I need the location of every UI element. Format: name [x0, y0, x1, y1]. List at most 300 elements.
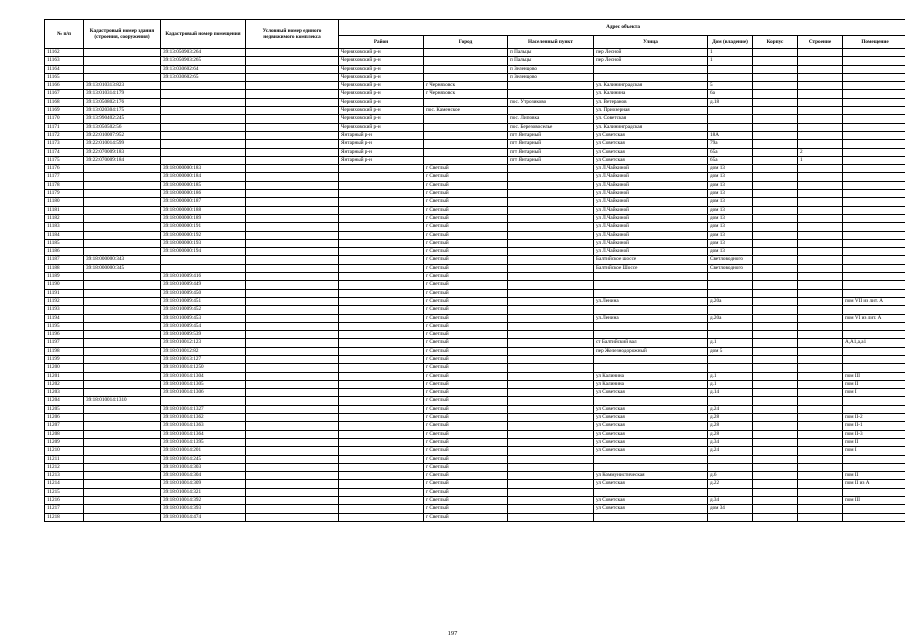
cell-district — [339, 289, 424, 297]
cell-num: 11170 — [45, 115, 84, 123]
cell-settlement: пгт Янтарный — [508, 148, 594, 156]
cell-city: г Черняховск — [424, 90, 508, 98]
cell-street: ул Советская — [594, 131, 708, 139]
col-header-cad-room: Кадастровый номер помещения — [161, 20, 246, 49]
cell-cad-building — [84, 214, 161, 222]
cell-cond-complex — [246, 380, 339, 388]
col-header-settlement: Населенный пункт — [508, 36, 594, 49]
cell-city: г Светлый — [424, 455, 508, 463]
table-row — [45, 314, 905, 322]
table-row — [45, 181, 905, 189]
cell-street: ул Советская — [594, 447, 708, 455]
cell-cond-complex — [246, 264, 339, 272]
cell-house: дом 34 — [708, 505, 753, 513]
cell-city: г Светлый — [424, 264, 508, 272]
cell-cad-building — [84, 347, 161, 355]
cell-num: 11199 — [45, 355, 84, 363]
cell-block — [753, 414, 798, 422]
cell-street: пер Лесной — [594, 57, 708, 65]
cell-district — [339, 165, 424, 173]
table-row — [45, 57, 905, 65]
cell-cad-building — [84, 372, 161, 380]
cell-premises — [843, 248, 905, 256]
cell-premises — [843, 347, 905, 355]
cell-building — [798, 198, 843, 206]
table-row — [45, 355, 905, 363]
cell-num: 11213 — [45, 472, 84, 480]
cell-street — [594, 273, 708, 281]
cell-premises — [843, 65, 905, 73]
cell-cond-complex — [246, 273, 339, 281]
cell-district: Черняховский р-н — [339, 98, 424, 106]
cell-street — [594, 289, 708, 297]
cell-building — [798, 190, 843, 198]
cell-cad-room: 39:18:000000:194 — [161, 248, 246, 256]
cell-cad-building: 39:18:000000:343 — [84, 256, 161, 264]
cell-cad-building — [84, 65, 161, 73]
cell-cond-complex — [246, 206, 339, 214]
cell-city: г Светлый — [424, 206, 508, 214]
cell-premises — [843, 90, 905, 98]
cell-cond-complex — [246, 463, 339, 471]
cell-street: ул Л.Чайкиной — [594, 181, 708, 189]
cell-city: г Светлый — [424, 231, 508, 239]
cell-city: г Светлый — [424, 414, 508, 422]
cell-premises — [843, 355, 905, 363]
cell-building — [798, 480, 843, 488]
cell-city: г Светлый — [424, 248, 508, 256]
cell-cad-room: 39:13:050903:264 — [161, 49, 246, 57]
cell-num: 11167 — [45, 90, 84, 98]
cell-city: г Светлый — [424, 480, 508, 488]
cell-district — [339, 480, 424, 488]
cell-house: дом 13 — [708, 198, 753, 206]
cell-settlement: п Зеленцово — [508, 73, 594, 81]
cell-house — [708, 107, 753, 115]
cell-district — [339, 347, 424, 355]
cell-house: 79а — [708, 140, 753, 148]
cell-city: г Светлый — [424, 289, 508, 297]
cell-district — [339, 414, 424, 422]
cell-cond-complex — [246, 140, 339, 148]
cell-cond-complex — [246, 497, 339, 505]
cell-street — [594, 306, 708, 314]
cell-cad-building — [84, 422, 161, 430]
cell-block — [753, 405, 798, 413]
property-registry-table — [44, 19, 905, 522]
table-row — [45, 131, 905, 139]
cell-num: 11192 — [45, 297, 84, 305]
cell-block — [753, 140, 798, 148]
cell-settlement — [508, 505, 594, 513]
cell-block — [753, 472, 798, 480]
cell-building — [798, 98, 843, 106]
cell-settlement — [508, 190, 594, 198]
table-row — [45, 107, 905, 115]
cell-district: Черняховский р-н — [339, 90, 424, 98]
table-row — [45, 256, 905, 264]
col-header-house: Дом (владение) — [708, 36, 753, 49]
cell-settlement — [508, 223, 594, 231]
cell-street: пер Железнодорожный — [594, 347, 708, 355]
cell-building — [798, 322, 843, 330]
cell-city — [424, 57, 508, 65]
cell-cad-room: 39:18:010009:452 — [161, 306, 246, 314]
col-header-num: № п/п — [45, 20, 84, 49]
cell-settlement: пос. Утрозиково — [508, 98, 594, 106]
table-row — [45, 173, 905, 181]
cell-premises — [843, 273, 905, 281]
cell-cad-room: 39:18:010009:449 — [161, 281, 246, 289]
cell-district — [339, 231, 424, 239]
cell-settlement — [508, 447, 594, 455]
cell-settlement — [508, 497, 594, 505]
cell-cond-complex — [246, 297, 339, 305]
table-row — [45, 414, 905, 422]
cell-cad-building — [84, 273, 161, 281]
cell-building — [798, 90, 843, 98]
cell-cond-complex — [246, 231, 339, 239]
cell-premises — [843, 231, 905, 239]
cell-district — [339, 239, 424, 247]
cell-building — [798, 181, 843, 189]
table-row — [45, 223, 905, 231]
col-header-cond-complex: Условный номер единого недвижимого комплекса — [246, 20, 339, 49]
cell-district — [339, 513, 424, 521]
cell-block — [753, 248, 798, 256]
cell-street: ул Советская — [594, 430, 708, 438]
cell-num: 11197 — [45, 339, 84, 347]
cell-settlement — [508, 430, 594, 438]
cell-cond-complex — [246, 115, 339, 123]
cell-premises: пом I — [843, 389, 905, 397]
cell-settlement — [508, 306, 594, 314]
cell-cad-room — [161, 98, 246, 106]
cell-district — [339, 455, 424, 463]
cell-cad-building: 39:18:010014:1310 — [84, 397, 161, 405]
cell-settlement — [508, 90, 594, 98]
cell-block — [753, 273, 798, 281]
cell-cad-room: 39:18:010014:1304 — [161, 372, 246, 380]
cell-cond-complex — [246, 281, 339, 289]
cell-cad-room: 39:18:010014:1305 — [161, 380, 246, 388]
cell-building — [798, 331, 843, 339]
cell-premises: пом II — [843, 472, 905, 480]
cell-cond-complex — [246, 331, 339, 339]
cell-premises — [843, 488, 905, 496]
cell-cad-building — [84, 331, 161, 339]
cell-cad-building — [84, 447, 161, 455]
cell-cad-room — [161, 264, 246, 272]
cell-building — [798, 165, 843, 173]
cell-district: Янтарный р-н — [339, 131, 424, 139]
cell-settlement — [508, 264, 594, 272]
cell-num: 11182 — [45, 214, 84, 222]
cell-cad-room — [161, 140, 246, 148]
cell-cad-room — [161, 90, 246, 98]
cell-cad-building: 39:18:000000:345 — [84, 264, 161, 272]
cell-cond-complex — [246, 372, 339, 380]
cell-num: 11180 — [45, 198, 84, 206]
cell-cond-complex — [246, 248, 339, 256]
cell-street: пер Лесной — [594, 49, 708, 57]
cell-cad-building: 39:22:010007:952 — [84, 131, 161, 139]
cell-street: ул. Калининградская — [594, 82, 708, 90]
cell-cond-complex — [246, 306, 339, 314]
cell-building — [798, 256, 843, 264]
cell-block — [753, 488, 798, 496]
cell-house: 5 — [708, 82, 753, 90]
cell-num: 11201 — [45, 372, 84, 380]
cell-cad-building — [84, 430, 161, 438]
cell-num: 11189 — [45, 273, 84, 281]
table-row — [45, 488, 905, 496]
table-row — [45, 65, 905, 73]
cell-district — [339, 497, 424, 505]
cell-cad-building — [84, 73, 161, 81]
table-row — [45, 90, 905, 98]
cell-house — [708, 65, 753, 73]
cell-house: д.1 — [708, 380, 753, 388]
cell-city: г Светлый — [424, 472, 508, 480]
cell-house: дом 13 — [708, 181, 753, 189]
cell-premises — [843, 190, 905, 198]
cell-settlement — [508, 206, 594, 214]
cell-house: д.28 — [708, 422, 753, 430]
cell-house: 6а — [708, 90, 753, 98]
cell-cad-room: 39:18:010014:309 — [161, 480, 246, 488]
col-header-address-group: Адрес объекта — [339, 20, 905, 36]
cell-cad-building — [84, 405, 161, 413]
cell-num: 11208 — [45, 430, 84, 438]
cell-district — [339, 405, 424, 413]
cell-cond-complex — [246, 148, 339, 156]
cell-num: 11214 — [45, 480, 84, 488]
cell-settlement — [508, 331, 594, 339]
cell-city: г Светлый — [424, 331, 508, 339]
cell-cad-room: 39:13:050903:265 — [161, 57, 246, 65]
cell-cond-complex — [246, 355, 339, 363]
cell-street: ул. Калинина — [594, 90, 708, 98]
cell-building — [798, 206, 843, 214]
cell-block — [753, 90, 798, 98]
cell-city: г Светлый — [424, 297, 508, 305]
cell-building — [798, 339, 843, 347]
cell-city: г Светлый — [424, 322, 508, 330]
cell-street: ул. Калининградская — [594, 123, 708, 131]
cell-district — [339, 372, 424, 380]
cell-cond-complex — [246, 430, 339, 438]
cell-street: ул Л.Чайкиной — [594, 165, 708, 173]
cell-building — [798, 123, 843, 131]
cell-district — [339, 438, 424, 446]
cell-num: 11162 — [45, 49, 84, 57]
cell-num: 11205 — [45, 405, 84, 413]
cell-num: 11176 — [45, 165, 84, 173]
cell-block — [753, 372, 798, 380]
table-row — [45, 156, 905, 164]
cell-building — [798, 414, 843, 422]
cell-house: Светловодного — [708, 264, 753, 272]
cell-building — [798, 115, 843, 123]
cell-street — [594, 322, 708, 330]
cell-street: ул Л.Чайкиной — [594, 190, 708, 198]
cell-city: г Светлый — [424, 380, 508, 388]
cell-city: г Светлый — [424, 438, 508, 446]
cell-house: дом 13 — [708, 248, 753, 256]
cell-street — [594, 513, 708, 521]
cell-cad-room — [161, 148, 246, 156]
cell-cad-room: 39:18:010014:392 — [161, 497, 246, 505]
cell-cond-complex — [246, 190, 339, 198]
cell-district — [339, 397, 424, 405]
cell-cond-complex — [246, 405, 339, 413]
cell-settlement — [508, 397, 594, 405]
cell-house: дом 13 — [708, 206, 753, 214]
cell-premises — [843, 156, 905, 164]
cell-premises: А,А1,а,а1 — [843, 339, 905, 347]
cell-building — [798, 314, 843, 322]
cell-house: дом 13 — [708, 190, 753, 198]
cell-cad-room: 39:18:010014:1395 — [161, 438, 246, 446]
table-row — [45, 123, 905, 131]
cell-premises — [843, 73, 905, 81]
cell-num: 11171 — [45, 123, 84, 131]
cell-house — [708, 289, 753, 297]
cell-cad-building — [84, 322, 161, 330]
cell-house: 65а — [708, 148, 753, 156]
cell-block — [753, 73, 798, 81]
cell-house: дом 5 — [708, 347, 753, 355]
cell-city: г Светлый — [424, 389, 508, 397]
cell-building — [798, 140, 843, 148]
cell-block — [753, 115, 798, 123]
cell-num: 11194 — [45, 314, 84, 322]
cell-block — [753, 239, 798, 247]
cell-cad-building — [84, 380, 161, 388]
cell-block — [753, 281, 798, 289]
cell-district — [339, 331, 424, 339]
cell-city — [424, 115, 508, 123]
registry-sheet — [44, 19, 889, 522]
cell-premises — [843, 173, 905, 181]
cell-city — [424, 49, 508, 57]
cell-district: Черняховский р-н — [339, 65, 424, 73]
cell-settlement: пос. Березовоселье — [508, 123, 594, 131]
cell-district — [339, 214, 424, 222]
cell-cad-room: 39:18:010014:393 — [161, 505, 246, 513]
cell-settlement — [508, 438, 594, 446]
cell-premises — [843, 306, 905, 314]
col-header-premises: Помещение — [843, 36, 905, 49]
cell-city: г Светлый — [424, 306, 508, 314]
cell-cad-room: 39:18:000000:192 — [161, 231, 246, 239]
cell-city: г Светлый — [424, 488, 508, 496]
cell-street: ул Л.Чайкиной — [594, 223, 708, 231]
cell-cad-building — [84, 339, 161, 347]
cell-house: д.28 — [708, 414, 753, 422]
cell-house: 1 — [708, 57, 753, 65]
cell-settlement — [508, 355, 594, 363]
cell-cond-complex — [246, 447, 339, 455]
cell-num: 11209 — [45, 438, 84, 446]
cell-street: ул Л.Чайкиной — [594, 231, 708, 239]
cell-settlement: пгт Янтарный — [508, 131, 594, 139]
cell-premises: пом VII из лит. А — [843, 297, 905, 305]
cell-building — [798, 248, 843, 256]
cell-city — [424, 98, 508, 106]
cell-cad-building — [84, 505, 161, 513]
table-row — [45, 513, 905, 521]
cell-premises — [843, 364, 905, 372]
cell-num: 11204 — [45, 397, 84, 405]
cell-street: ул Советская — [594, 497, 708, 505]
cell-house: дом 13 — [708, 173, 753, 181]
cell-building — [798, 289, 843, 297]
cell-block — [753, 156, 798, 164]
cell-block — [753, 148, 798, 156]
col-header-building: Строение — [798, 36, 843, 49]
cell-cad-room — [161, 256, 246, 264]
cell-building — [798, 297, 843, 305]
cell-building: 1 — [798, 156, 843, 164]
cell-premises — [843, 289, 905, 297]
cell-cond-complex — [246, 90, 339, 98]
cell-building — [798, 380, 843, 388]
cell-num: 11207 — [45, 422, 84, 430]
table-row — [45, 140, 905, 148]
cell-district: Черняховский р-н — [339, 82, 424, 90]
cell-building — [798, 273, 843, 281]
cell-street: ул Калинина — [594, 372, 708, 380]
cell-premises — [843, 140, 905, 148]
cell-street — [594, 355, 708, 363]
cell-street: ул Л.Чайкиной — [594, 206, 708, 214]
cell-block — [753, 198, 798, 206]
cell-cond-complex — [246, 389, 339, 397]
cell-settlement — [508, 256, 594, 264]
cell-num: 11211 — [45, 455, 84, 463]
cell-cad-room: 39:18:010014:245 — [161, 455, 246, 463]
cell-district — [339, 264, 424, 272]
cell-house — [708, 73, 753, 81]
cell-building — [798, 372, 843, 380]
cell-block — [753, 314, 798, 322]
cell-cond-complex — [246, 289, 339, 297]
cell-num: 11183 — [45, 223, 84, 231]
table-row — [45, 339, 905, 347]
cell-district: Черняховский р-н — [339, 73, 424, 81]
cell-cad-room: 39:18:010014:1327 — [161, 405, 246, 413]
cell-num: 11212 — [45, 463, 84, 471]
cell-block — [753, 480, 798, 488]
cell-cad-building — [84, 488, 161, 496]
cell-house — [708, 273, 753, 281]
cell-building — [798, 306, 843, 314]
cell-city: г Светлый — [424, 223, 508, 231]
cell-street: ул Советская — [594, 389, 708, 397]
page-number: 197 — [447, 630, 458, 637]
cell-num: 11216 — [45, 497, 84, 505]
cell-premises — [843, 256, 905, 264]
cell-premises — [843, 148, 905, 156]
cell-cad-building — [84, 472, 161, 480]
cell-settlement — [508, 513, 594, 521]
cell-street: ул. Советская — [594, 115, 708, 123]
cell-settlement: пгт Янтарный — [508, 156, 594, 164]
cell-num: 11172 — [45, 131, 84, 139]
cell-building — [798, 389, 843, 397]
